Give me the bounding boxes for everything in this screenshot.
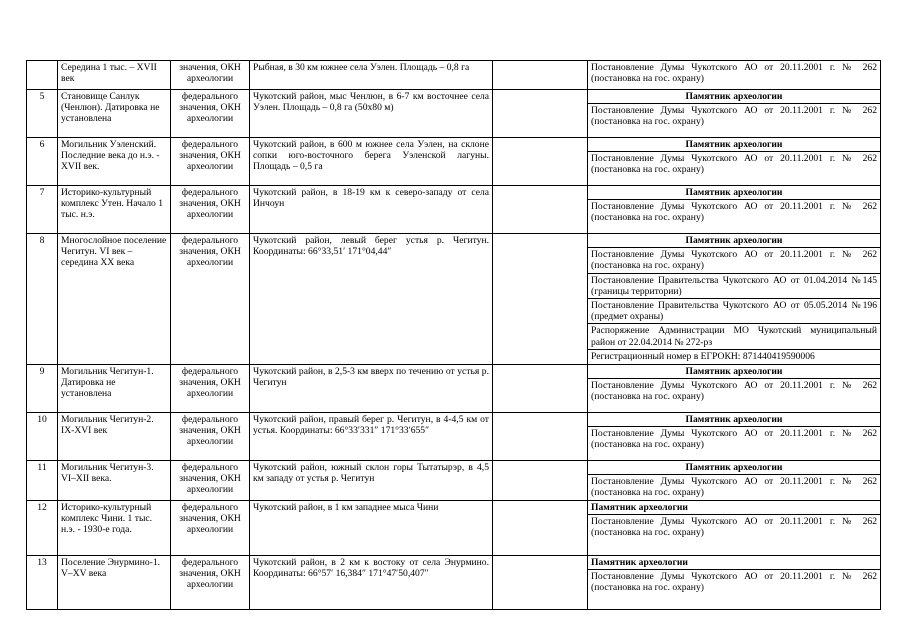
- documents-cell: [588, 461, 881, 501]
- monuments-table: [26, 60, 881, 610]
- monument-name-cell: Многослойное поселение Чегитун. VI век – середина XX века: [58, 234, 171, 365]
- table-row: [27, 234, 881, 365]
- row-number-cell: 7: [27, 186, 58, 234]
- document-entry: Постановление Думы Чукотского АО от 20.11.2001 г. № 262 (постановка на гос. охрану): [591, 62, 877, 85]
- documents-cell: [588, 234, 881, 365]
- location-cell: Чукотский район, в 600 м южнее села Уэлен, на склоне сопки юго-восточного берега Уэленской лагуны. Площадь – 0,5 га: [250, 138, 493, 186]
- documents-cell: [588, 138, 881, 186]
- table-row: [27, 90, 881, 138]
- table-row: [27, 413, 881, 461]
- empty-cell: [493, 61, 588, 90]
- document-entry: Регистрационный номер в ЕГРОКН: 871440419590006: [588, 349, 880, 363]
- documents-cell: [588, 61, 881, 90]
- document-heading: Памятник археологии: [591, 556, 688, 568]
- empty-cell: [493, 234, 588, 365]
- category-cell: федерального значения, ОКН археологии: [171, 461, 250, 501]
- monuments-table-body: [27, 61, 881, 610]
- empty-cell: [493, 186, 588, 234]
- monument-name-cell: Могильник Чегитун-1. Датировка не установлена: [58, 365, 171, 413]
- category-cell: федерального значения, ОКН археологии: [171, 555, 250, 609]
- document-entry: Постановление Думы Чукотского АО от 20.11.2001 г. № 262 (постановка на гос. охрану): [588, 569, 880, 594]
- document-heading: Памятник археологии: [685, 139, 783, 150]
- document-entry: Постановление Думы Чукотского АО от 20.11.2001 г. № 262 (постановка на гос. охрану): [588, 151, 880, 176]
- document-heading: Памятник археологии: [685, 187, 783, 198]
- documents-cell: [588, 413, 881, 461]
- document-entry: Постановление Правительства Чукотского АО от 05.05.2014 №196 (предмет охраны): [588, 298, 880, 323]
- row-number-cell: 9: [27, 365, 58, 413]
- row-number-cell: 13: [27, 555, 58, 609]
- document-entry: Постановление Правительства Чукотского АО от 01.04.2014 №145 (границы территории): [588, 273, 880, 298]
- row-number-cell: [27, 61, 58, 90]
- table-row: [27, 61, 881, 90]
- monument-name-cell: Середина 1 тыс. – XVII век: [58, 61, 171, 90]
- documents-cell: [588, 365, 881, 413]
- row-number-cell: 6: [27, 138, 58, 186]
- documents-cell: [588, 555, 881, 609]
- document-heading: Памятник археологии: [685, 462, 783, 473]
- monument-name-cell: Историко-культурный комплекс Чини. 1 тыс. н.э. - 1930-е года.: [58, 500, 171, 555]
- location-cell: Чукотский район, в 1 км западнее мыса Чини: [250, 500, 493, 555]
- document-entry: Постановление Думы Чукотского АО от 20.11.2001 г. № 262 (постановка на гос. охрану): [588, 103, 880, 128]
- table-row: [27, 138, 881, 186]
- location-cell: Чукотский район, в 2 км к востоку от села Энурмино. Координаты: 66°57′ 16,384″ 171°47′50,407″: [250, 555, 493, 609]
- table-row: [27, 555, 881, 609]
- monument-name-cell: Поселение Энурмино-1. V–XV века: [58, 555, 171, 609]
- document-heading: Памятник археологии: [685, 414, 783, 425]
- empty-cell: [493, 500, 588, 555]
- row-number-cell: 11: [27, 461, 58, 501]
- document-entry: Постановление Думы Чукотского АО от 20.11.2001 г. № 262 (постановка на гос. охрану): [588, 474, 880, 499]
- empty-cell: [493, 365, 588, 413]
- table-row: [27, 186, 881, 234]
- category-cell: федерального значения, ОКН археологии: [171, 90, 250, 138]
- document-heading: Памятник археологии: [685, 366, 783, 377]
- documents-cell: [588, 500, 881, 555]
- category-cell: федерального значения, ОКН археологии: [171, 413, 250, 461]
- document-entry: Постановление Думы Чукотского АО от 20.11.2001 г. № 262 (постановка на гос. охрану): [588, 514, 880, 539]
- row-number-cell: 10: [27, 413, 58, 461]
- empty-cell: [493, 413, 588, 461]
- monument-name-cell: Могильник Чегитун-2. IX-XVI век: [58, 413, 171, 461]
- category-cell: федерального значения, ОКН археологии: [171, 186, 250, 234]
- empty-cell: [493, 90, 588, 138]
- location-cell: Чукотский район, в 2,5-3 км вверх по течению от устья р. Чегитун: [250, 365, 493, 413]
- monument-name-cell: Могильник Уэленский. Последние века до н.э. - XVII век.: [58, 138, 171, 186]
- empty-cell: [493, 461, 588, 501]
- document-entry: Постановление Думы Чукотского АО от 20.11.2001 г. № 262 (постановка на гос. охрану): [588, 247, 880, 272]
- document-heading: Памятник археологии: [685, 235, 783, 246]
- location-cell: Рыбная, в 30 км южнее села Уэлен. Площадь – 0,8 га: [250, 61, 493, 90]
- document-entry: Постановление Думы Чукотского АО от 20.11.2001 г. № 262 (постановка на гос. охрану): [588, 199, 880, 224]
- table-row: [27, 461, 881, 501]
- empty-cell: [493, 138, 588, 186]
- document-entry: Постановление Думы Чукотского АО от 20.11.2001 г. № 262 (постановка на гос. охрану): [588, 426, 880, 451]
- category-cell: федерального значения, ОКН археологии: [171, 234, 250, 365]
- monument-name-cell: Становище Санлук (Ченлюн). Датировка не установлена: [58, 90, 171, 138]
- document-heading: Памятник археологии: [685, 91, 783, 102]
- category-cell: федерального значения, ОКН археологии: [171, 365, 250, 413]
- location-cell: Чукотский район, левый берег устья р. Чегитун. Координаты: 66°33,51′ 171°04,44″: [250, 234, 493, 365]
- row-number-cell: 8: [27, 234, 58, 365]
- document-heading: Памятник археологии: [591, 501, 688, 513]
- category-cell: значения, ОКН археологии: [171, 61, 250, 90]
- monument-name-cell: Могильник Чегитун-3. VI–XII века.: [58, 461, 171, 501]
- location-cell: Чукотский район, южный склон горы Тытатырэр, в 4,5 км западу от устья р. Чегитун: [250, 461, 493, 501]
- row-number-cell: 12: [27, 500, 58, 555]
- location-cell: Чукотский район, в 18-19 км к северо-западу от села Инчоун: [250, 186, 493, 234]
- document-entry: Постановление Думы Чукотского АО от 20.11.2001 г. № 262 (постановка на гос. охрану): [588, 378, 880, 403]
- table-row: [27, 365, 881, 413]
- documents-cell: [588, 90, 881, 138]
- location-cell: Чукотский район, правый берег р. Чегитун, в 4-4,5 км от устья. Координаты: 66°33′331″ 171°33′655″: [250, 413, 493, 461]
- document-entry: Распоряжение Администрации МО Чукотский муниципальный район от 22.04.2014 № 272-рз: [588, 323, 880, 348]
- documents-cell: [588, 186, 881, 234]
- category-cell: федерального значения, ОКН археологии: [171, 500, 250, 555]
- category-cell: федерального значения, ОКН археологии: [171, 138, 250, 186]
- table-row: [27, 500, 881, 555]
- location-cell: Чукотский район, мыс Ченлюн, в 6-7 км восточнее села Уэлен. Площадь – 0,8 га (50х80 м): [250, 90, 493, 138]
- empty-cell: [493, 555, 588, 609]
- row-number-cell: 5: [27, 90, 58, 138]
- monument-name-cell: Историко-культурный комплекс Утен. Начало 1 тыс. н.э.: [58, 186, 171, 234]
